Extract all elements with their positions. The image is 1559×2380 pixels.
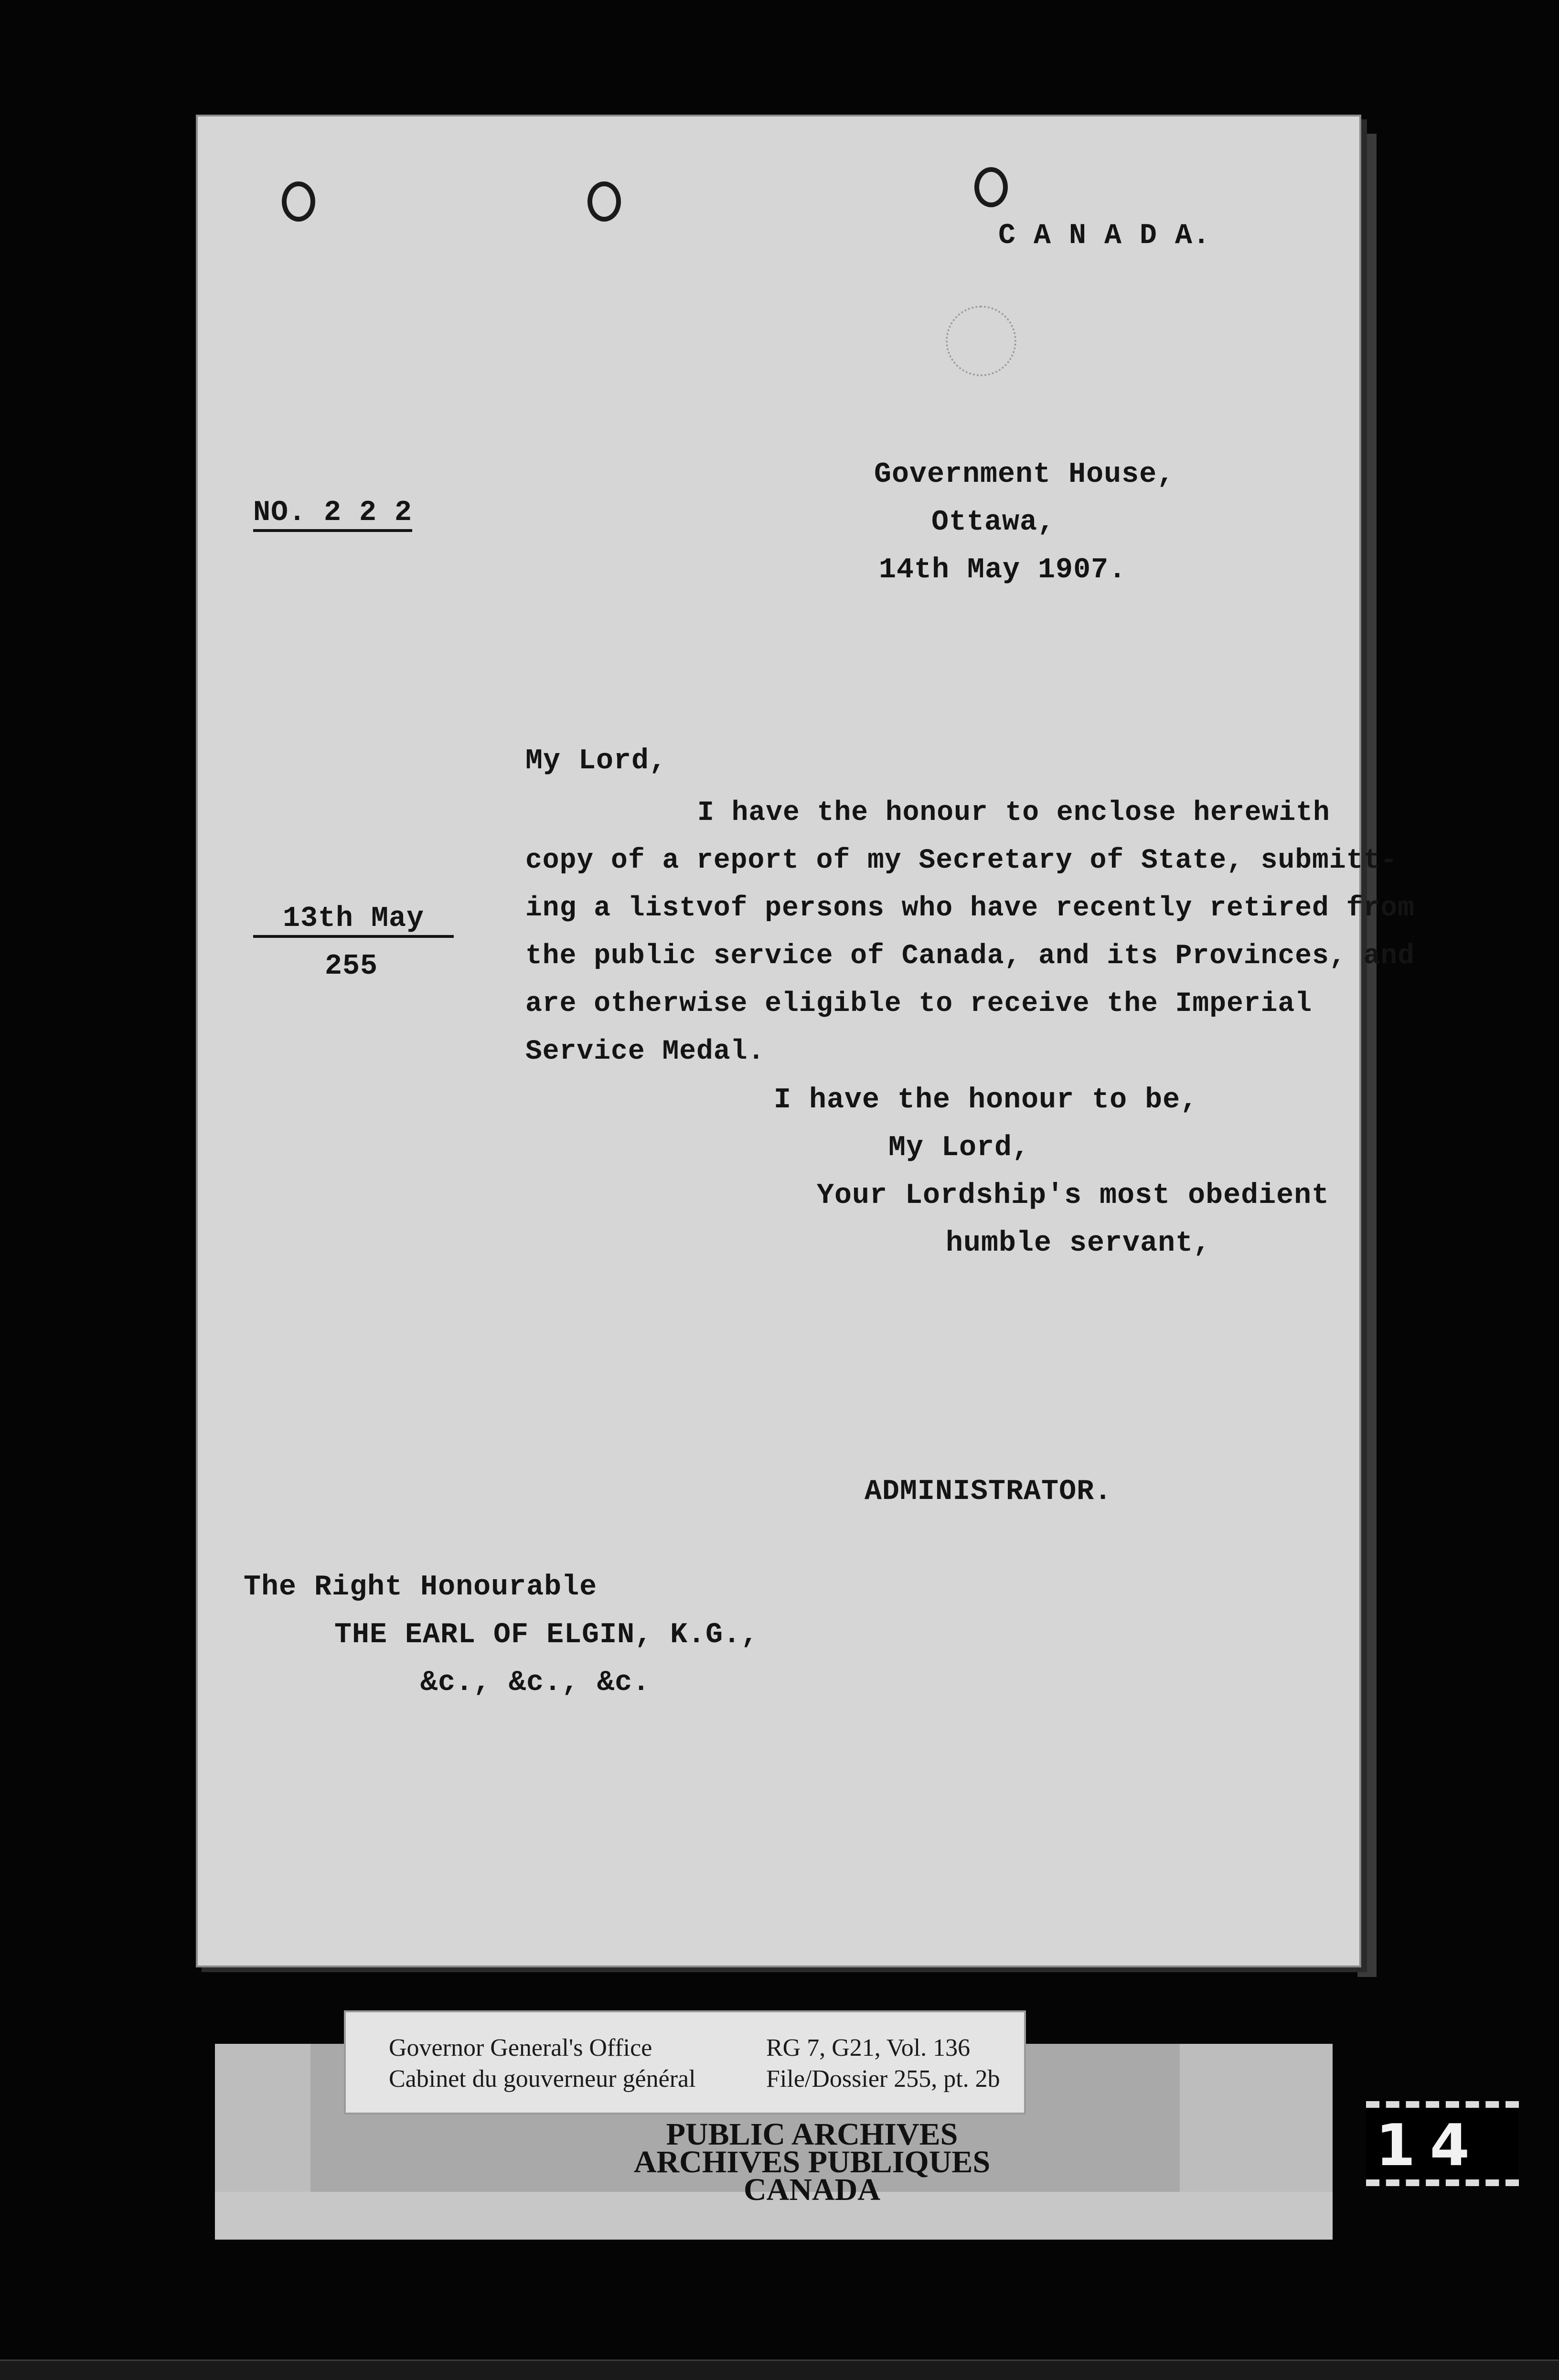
margin-ref-number: 255: [325, 950, 378, 983]
frame-number-badge: [1366, 2101, 1519, 2186]
body-line-4: the public service of Canada, and its Provinces, and: [525, 941, 1415, 972]
closing-line-2: My Lord,: [888, 1132, 1030, 1164]
recipient-line-3: &c., &c., &c.: [420, 1667, 651, 1699]
signature: ADMINISTRATOR.: [865, 1476, 1112, 1508]
salutation: My Lord,: [525, 745, 667, 777]
body-line-3: ing a listvof persons who have recently retired from: [525, 893, 1415, 924]
label-ref-2: File/Dossier 255, pt. 2b: [766, 2065, 1000, 2093]
closing-line-1: I have the honour to be,: [774, 1084, 1198, 1116]
recipient-line-2: THE EARL OF ELGIN, K.G.,: [334, 1619, 759, 1651]
punch-hole-right: [974, 167, 1008, 207]
punch-hole-left: [282, 181, 315, 222]
body-line-1: I have the honour to enclose herewith: [697, 797, 1330, 829]
punch-hole-middle: [587, 181, 621, 222]
letter-sheet: [196, 115, 1415, 1967]
label-office-en: Governor General's Office: [389, 2034, 652, 2061]
recipient-line-1: The Right Honourable: [244, 1571, 598, 1604]
frame-number: 14: [1376, 2113, 1484, 2179]
label-office-fr: Cabinet du gouverneur général: [389, 2065, 696, 2093]
archive-line-2: ARCHIVES PUBLIQUES: [633, 2145, 991, 2179]
reference-label: [344, 2010, 1026, 2114]
body-line-2: copy of a report of my Secretary of State, submitt-: [525, 845, 1398, 876]
body-line-5: are otherwise eligible to receive the Imperial: [525, 988, 1313, 1020]
closing-line-4: humble servant,: [946, 1227, 1211, 1260]
archive-line-1: PUBLIC ARCHIVES: [666, 2117, 958, 2152]
address-line-2: Ottawa,: [931, 506, 1056, 539]
letter-number: NO. 2 2 2: [253, 497, 412, 532]
archive-line-3: CANADA: [744, 2172, 880, 2207]
address-date: 14th May 1907.: [879, 554, 1127, 586]
closing-line-3: Your Lordship's most obedient: [817, 1179, 1330, 1212]
faint-stamp: [946, 306, 1016, 376]
film-edge: [0, 2359, 1559, 2380]
body-line-6: Service Medal.: [525, 1036, 765, 1067]
label-ref-1: RG 7, G21, Vol. 136: [766, 2034, 971, 2061]
address-line-1: Government House,: [874, 458, 1175, 491]
country-heading: C A N A D A.: [998, 220, 1211, 252]
margin-ref-date: 13th May: [253, 903, 454, 938]
